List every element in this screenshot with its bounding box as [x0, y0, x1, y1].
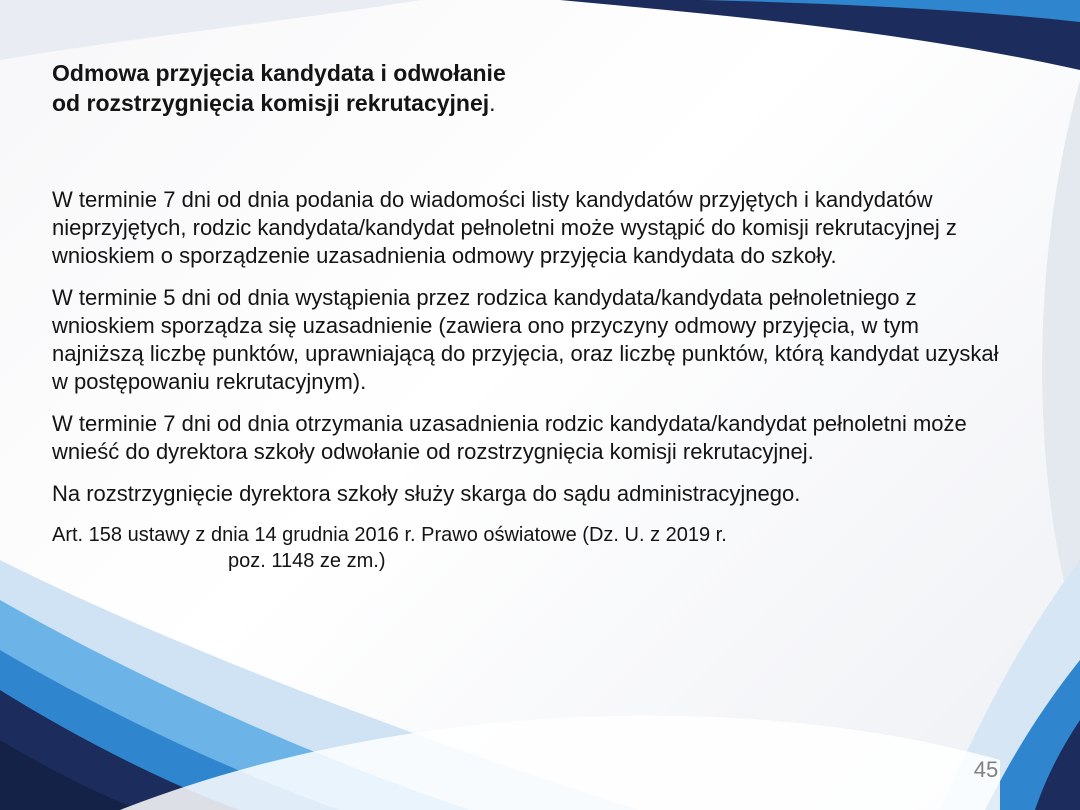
slide-body — [52, 186, 1012, 574]
title-period: . — [489, 90, 496, 116]
legal-citation — [52, 522, 1012, 574]
slide-title — [52, 58, 952, 118]
page-number: 45 — [973, 757, 999, 782]
paragraph-3: W terminie 7 dni od dnia otrzymania uzasadnienia rodzic kandydata/kandydat pełnoletni może wnieść do dyrektora szkoły odwołanie od rozstrzygnięcia komisji rekrutacyjnej. — [52, 411, 967, 464]
title-line-2-text: od rozstrzygnięcia komisji rekrutacyjnej — [52, 90, 490, 116]
citation-line-2: poz. 1148 ze zm.) — [228, 550, 386, 572]
title-line-2 — [52, 88, 952, 118]
paragraph-4: Na rozstrzygnięcie dyrektora szkoły służy skarga do sądu administracyjnego. — [52, 481, 801, 506]
paragraph-2: W terminie 5 dni od dnia wystąpienia przez rodzica kandydata/kandydata pełnoletniego z wnioskiem sporządza się uzasadnienie (zawiera ono przyczyny odmowy przyjęcia, w tym najniższą liczbę punktów, uprawniającą do przyjęcia, oraz liczbę punktów, którą kandydat uzyskał w postępowaniu rekrutacyjnym). — [52, 285, 999, 394]
citation-line-1: Art. 158 ustawy z dnia 14 grudnia 2016 r. Prawo oświatowe (Dz. U. z 2019 r. — [52, 524, 727, 546]
paragraph-1: W terminie 7 dni od dnia podania do wiadomości listy kandydatów przyjętych i kandydatów nieprzyjętych, rodzic kandydata/kandydat pełnoletni może wystąpić do komisji rekrutacyjnej z wnioskiem o sporządzenie uzasadnienia odmowy przyjęcia kandydata do szkoły. — [52, 187, 957, 268]
title-line-1: Odmowa przyjęcia kandydata i odwołanie — [52, 60, 506, 86]
right-light-curve — [1042, 80, 1080, 640]
top-left-swoosh — [0, 0, 420, 60]
